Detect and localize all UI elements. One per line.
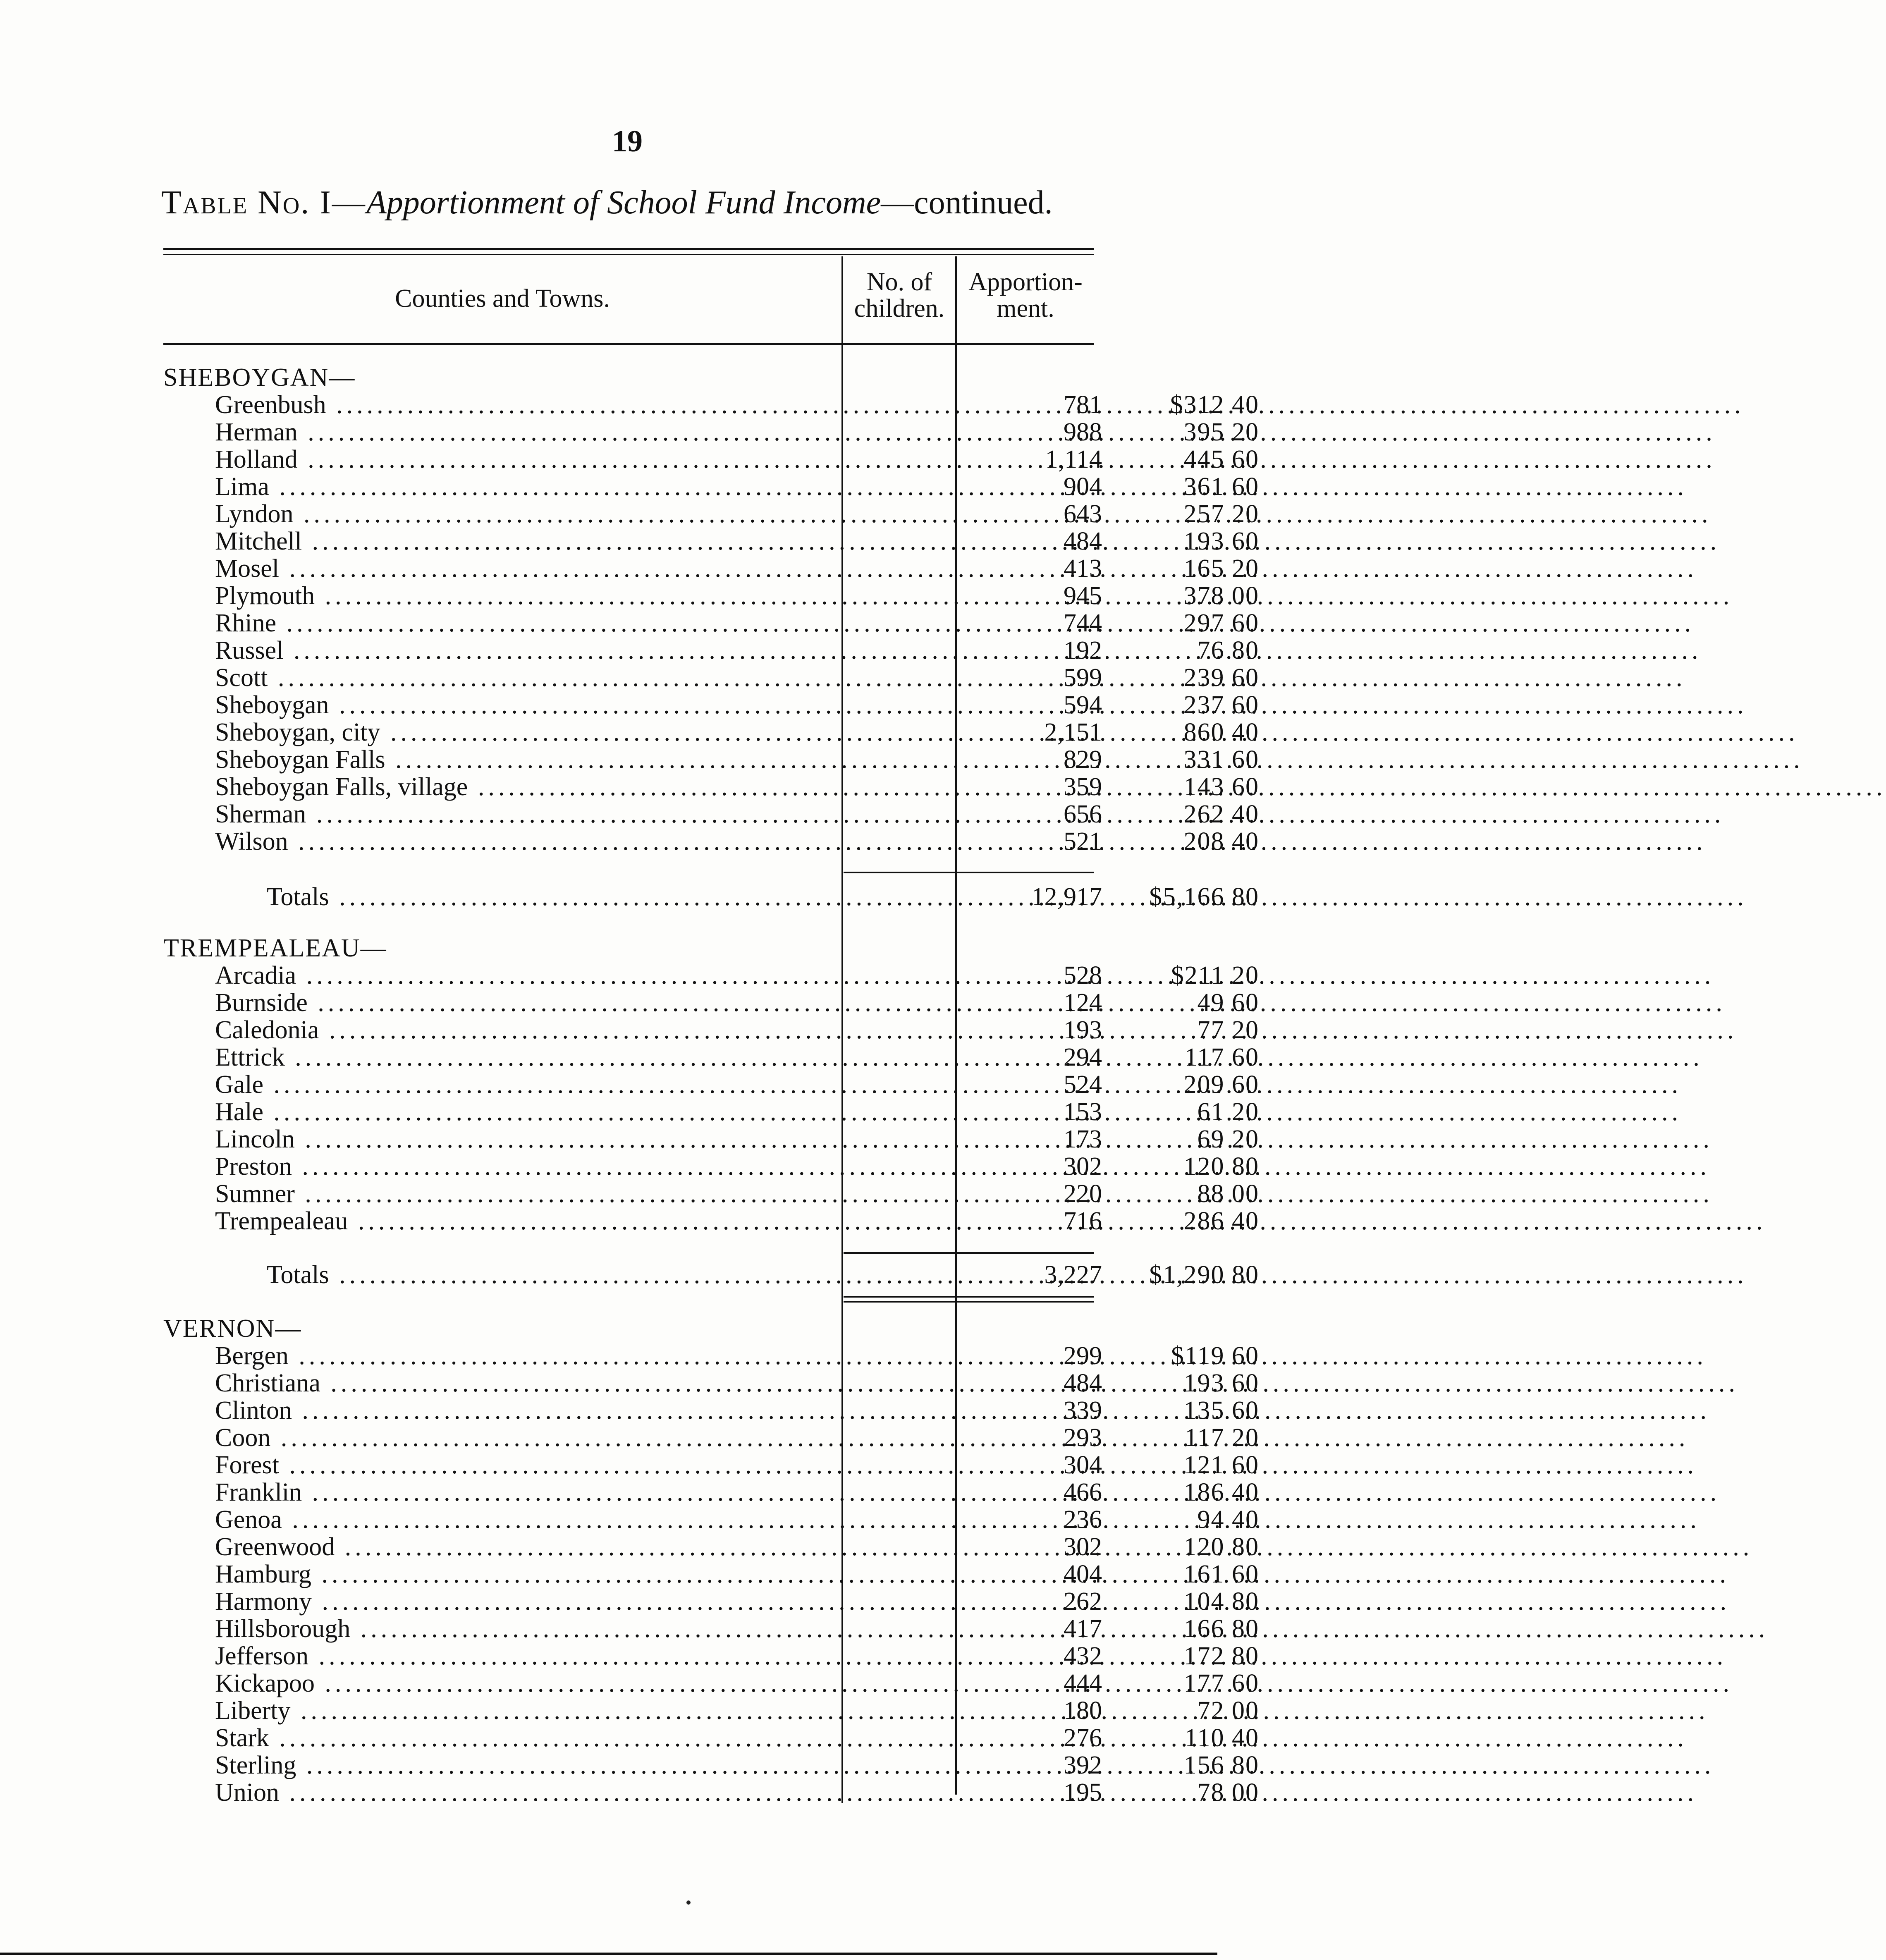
apportionment-amount: 172 80 xyxy=(1183,1642,1259,1670)
apportionment-amount: 94 40 xyxy=(1197,1506,1259,1534)
town-name: Herman ..... xyxy=(215,418,999,446)
table-row xyxy=(163,1098,1259,1126)
apportionment-amount: 121 60 xyxy=(1183,1451,1259,1479)
children-count: 220 xyxy=(1064,1180,1102,1208)
children-count: 716 xyxy=(1064,1207,1102,1235)
totals-children: 3,227 xyxy=(1044,1261,1102,1289)
apportionment-amount: 88 00 xyxy=(1197,1180,1259,1208)
totals-double-rule xyxy=(844,1296,1094,1298)
children-count: 643 xyxy=(1064,500,1102,528)
apportionment-amount: 143 60 xyxy=(1183,773,1259,801)
table-row xyxy=(163,609,1259,637)
totals-children: 12,917 xyxy=(1031,883,1102,911)
apportionment-amount: 117 20 xyxy=(1184,1424,1259,1452)
children-count: 744 xyxy=(1064,609,1102,637)
children-count: 432 xyxy=(1064,1642,1102,1670)
children-count: 180 xyxy=(1064,1697,1102,1725)
speck-mark xyxy=(686,1900,691,1905)
children-count: 484 xyxy=(1064,527,1102,555)
totals-amount: $5,166 80 xyxy=(1149,883,1259,911)
totals-row xyxy=(163,1261,1259,1289)
town-name: Union ..... xyxy=(215,1779,999,1806)
children-count: 294 xyxy=(1064,1043,1102,1071)
table-row xyxy=(163,1016,1259,1044)
apportionment-amount: 78 00 xyxy=(1197,1778,1259,1807)
apportionment-amount: 286 40 xyxy=(1183,1207,1259,1235)
town-name: Jefferson ..... xyxy=(215,1642,999,1670)
children-count: 304 xyxy=(1064,1451,1102,1479)
apportionment-amount: 161 60 xyxy=(1183,1560,1259,1588)
children-count: 299 xyxy=(1064,1342,1102,1370)
county-section-trempealeau xyxy=(163,934,1259,1323)
table-row xyxy=(163,827,1259,856)
totals-double-rule-2 xyxy=(844,1301,1094,1303)
children-count: 524 xyxy=(1064,1071,1102,1099)
table-row xyxy=(163,555,1259,583)
apportionment-amount: 120 80 xyxy=(1183,1152,1259,1181)
table-row xyxy=(163,1396,1259,1425)
children-count: 173 xyxy=(1064,1125,1102,1153)
town-name: Russel ..... xyxy=(215,637,999,664)
table-row xyxy=(163,582,1259,610)
table-title xyxy=(161,182,1096,223)
column-header-apportionment xyxy=(957,269,1094,322)
town-name: Hale ..... xyxy=(215,1098,999,1126)
town-name: Hamburg ..... xyxy=(215,1561,999,1588)
children-count: 945 xyxy=(1064,582,1102,610)
table-row xyxy=(163,1560,1259,1588)
column-header-apportionment-line1: Apportion- xyxy=(968,268,1083,296)
apportionment-amount: 135 60 xyxy=(1183,1396,1259,1425)
table-row xyxy=(163,1125,1259,1153)
children-count: 339 xyxy=(1064,1396,1102,1425)
table-row xyxy=(163,1071,1259,1099)
children-count: 988 xyxy=(1064,418,1102,446)
table-row xyxy=(163,1587,1259,1616)
apportionment-amount: $312 40 xyxy=(1170,391,1259,419)
table-row xyxy=(163,1697,1259,1725)
table-row xyxy=(163,473,1259,501)
apportionment-amount: 156 80 xyxy=(1183,1751,1259,1779)
table-row xyxy=(163,1642,1259,1670)
town-name: Lincoln ..... xyxy=(215,1126,999,1153)
column-header-apportionment-line2: ment. xyxy=(997,294,1054,323)
apportionment-amount: 331 60 xyxy=(1183,746,1259,774)
town-name: Hillsborough ..... xyxy=(215,1615,999,1642)
children-count: 1,114 xyxy=(1045,445,1102,473)
children-count: 781 xyxy=(1064,391,1102,419)
town-name: Liberty ..... xyxy=(215,1697,999,1724)
apportionment-amount: 445 60 xyxy=(1183,445,1259,473)
table-row xyxy=(163,961,1259,990)
apportionment-amount: $119 60 xyxy=(1171,1342,1259,1370)
children-count: 404 xyxy=(1064,1560,1102,1588)
town-name: Arcadia ..... xyxy=(215,962,999,989)
town-name: Christiana ..... xyxy=(215,1370,999,1397)
table-row xyxy=(163,1778,1259,1807)
children-count: 829 xyxy=(1064,746,1102,774)
apportionment-amount: 166 80 xyxy=(1183,1615,1259,1643)
children-count: 2,151 xyxy=(1044,718,1102,746)
town-name: Forest ..... xyxy=(215,1451,999,1479)
children-count: 124 xyxy=(1064,989,1102,1017)
table-row xyxy=(163,1424,1259,1452)
town-name: Wilson ..... xyxy=(215,828,999,855)
children-count: 413 xyxy=(1064,555,1102,583)
town-name: Greenwood ..... xyxy=(215,1533,999,1561)
apportionment-amount: 395 20 xyxy=(1183,418,1259,446)
table-row xyxy=(163,1369,1259,1397)
table-row xyxy=(163,636,1259,664)
table-row xyxy=(163,746,1259,774)
town-name: Mosel ..... xyxy=(215,555,999,582)
apportionment-amount: 177 60 xyxy=(1183,1669,1259,1697)
apportionment-amount: 297 60 xyxy=(1183,609,1259,637)
town-name: Lima ..... xyxy=(215,473,999,500)
town-name: Sheboygan Falls ..... xyxy=(215,746,999,773)
header-top-rule xyxy=(163,248,1094,250)
children-count: 417 xyxy=(1064,1615,1102,1643)
children-count: 193 xyxy=(1064,1016,1102,1044)
town-name: Sheboygan Falls, village ..... xyxy=(215,773,999,801)
children-count: 656 xyxy=(1064,800,1102,828)
apportionment-amount: 77 20 xyxy=(1197,1016,1259,1044)
table-row xyxy=(163,1043,1259,1071)
apportionment-amount: 257 20 xyxy=(1183,500,1259,528)
table-row xyxy=(163,1342,1259,1370)
column-header-children xyxy=(844,269,955,322)
table-row xyxy=(163,989,1259,1017)
apportionment-amount: $211 20 xyxy=(1171,961,1259,990)
apportionment-amount: 193 60 xyxy=(1183,527,1259,555)
apportionment-amount: 49 60 xyxy=(1197,989,1259,1017)
town-name: Preston ..... xyxy=(215,1153,999,1180)
table-row xyxy=(163,1724,1259,1752)
table-row xyxy=(163,418,1259,446)
town-name: Sheboygan ..... xyxy=(215,691,999,719)
children-count: 484 xyxy=(1064,1369,1102,1397)
town-name: Gale ..... xyxy=(215,1071,999,1098)
children-count: 153 xyxy=(1064,1098,1102,1126)
table-subject: Apportionment of School Fund Income xyxy=(366,184,881,221)
town-name: Rhine ..... xyxy=(215,610,999,637)
county-section-vernon xyxy=(163,1315,1259,1807)
totals-row xyxy=(163,883,1259,911)
table-title-suffix: —continued. xyxy=(881,184,1053,221)
children-count: 195 xyxy=(1064,1778,1102,1807)
town-name: Burnside ..... xyxy=(215,989,999,1016)
table-row xyxy=(163,1533,1259,1561)
children-count: 293 xyxy=(1064,1424,1102,1452)
header-bottom-rule xyxy=(163,343,1094,345)
children-count: 262 xyxy=(1064,1587,1102,1616)
table-row xyxy=(163,718,1259,746)
children-count: 392 xyxy=(1064,1751,1102,1779)
apportionment-amount: 76 80 xyxy=(1197,636,1259,664)
children-count: 528 xyxy=(1064,961,1102,990)
town-name: Sherman ..... xyxy=(215,801,999,828)
town-name: Bergen ..... xyxy=(215,1342,999,1370)
table-row xyxy=(163,1451,1259,1479)
table-row xyxy=(163,1478,1259,1506)
apportionment-amount: 193 60 xyxy=(1183,1369,1259,1397)
county-heading: VERNON— xyxy=(163,1315,302,1343)
apportionment-amount: 165 20 xyxy=(1183,555,1259,583)
town-name: Greenbush ..... xyxy=(215,391,999,418)
town-name: Caledonia ..... xyxy=(215,1016,999,1044)
children-count: 599 xyxy=(1064,664,1102,692)
totals-amount: $1,290 80 xyxy=(1149,1261,1259,1289)
children-count: 359 xyxy=(1064,773,1102,801)
town-name: Genoa ..... xyxy=(215,1506,999,1533)
apportionment-amount: 361 60 xyxy=(1183,473,1259,501)
apportionment-amount: 208 40 xyxy=(1183,827,1259,856)
town-name: Clinton ..... xyxy=(215,1397,999,1424)
children-count: 904 xyxy=(1064,473,1102,501)
apportionment-amount: 239 60 xyxy=(1183,664,1259,692)
town-name: Holland ..... xyxy=(215,446,999,473)
totals-label: Totals ..... xyxy=(267,1261,999,1288)
county-section-sheboygan xyxy=(163,363,1259,926)
table-row xyxy=(163,1506,1259,1534)
town-name: Sheboygan, city ..... xyxy=(215,719,999,746)
table-row xyxy=(163,1180,1259,1208)
town-name: Sumner ..... xyxy=(215,1180,999,1207)
page-bottom-edge xyxy=(0,1953,1217,1955)
children-count: 302 xyxy=(1064,1152,1102,1181)
header-top-rule-2 xyxy=(163,254,1094,255)
apportionment-amount: 61 20 xyxy=(1197,1098,1259,1126)
town-name: Ettrick ..... xyxy=(215,1044,999,1071)
table-row xyxy=(163,527,1259,555)
children-count: 192 xyxy=(1064,636,1102,664)
totals-rule xyxy=(844,872,1094,873)
town-name: Plymouth ..... xyxy=(215,582,999,610)
apportionment-amount: 120 80 xyxy=(1183,1533,1259,1561)
children-count: 444 xyxy=(1064,1669,1102,1697)
table-row xyxy=(163,773,1259,801)
table-row xyxy=(163,445,1259,473)
town-name: Trempealeau ..... xyxy=(215,1207,999,1235)
table-row xyxy=(163,1207,1259,1235)
column-header-counties: Counties and Towns. xyxy=(395,284,610,313)
table-row xyxy=(163,1751,1259,1779)
apportionment-amount: 378 00 xyxy=(1183,582,1259,610)
town-name: Lyndon ..... xyxy=(215,500,999,528)
county-heading: SHEBOYGAN— xyxy=(163,363,356,392)
totals-rule xyxy=(844,1252,1094,1254)
page-number: 19 xyxy=(612,124,643,158)
table-row xyxy=(163,1669,1259,1697)
apportionment-amount: 72 00 xyxy=(1197,1697,1259,1725)
column-header-children-line1: No. of xyxy=(866,268,932,296)
table-row xyxy=(163,1152,1259,1181)
table-row xyxy=(163,500,1259,528)
apportionment-amount: 237 60 xyxy=(1183,691,1259,719)
children-count: 276 xyxy=(1064,1724,1102,1752)
apportionment-amount: 209 60 xyxy=(1183,1071,1259,1099)
children-count: 302 xyxy=(1064,1533,1102,1561)
town-name: Franklin ..... xyxy=(215,1479,999,1506)
table-row xyxy=(163,691,1259,719)
children-count: 236 xyxy=(1064,1506,1102,1534)
apportionment-amount: 186 40 xyxy=(1183,1478,1259,1506)
table-row xyxy=(163,664,1259,692)
table-row xyxy=(163,800,1259,828)
town-name: Mitchell ..... xyxy=(215,528,999,555)
apportionment-amount: 860 40 xyxy=(1183,718,1259,746)
town-name: Scott ..... xyxy=(215,664,999,691)
town-name: Kickapoo ..... xyxy=(215,1670,999,1697)
apportionment-amount: 262 40 xyxy=(1183,800,1259,828)
town-name: Sterling ..... xyxy=(215,1752,999,1779)
apportionment-amount: 117 60 xyxy=(1184,1043,1259,1071)
children-count: 594 xyxy=(1064,691,1102,719)
town-name: Stark ..... xyxy=(215,1724,999,1752)
column-header-children-line2: children. xyxy=(854,294,945,323)
table-row xyxy=(163,1615,1259,1643)
apportionment-amount: 110 40 xyxy=(1184,1724,1259,1752)
table-row xyxy=(163,391,1259,419)
totals-label: Totals ..... xyxy=(267,883,999,911)
town-name: Harmony ..... xyxy=(215,1588,999,1615)
children-count: 521 xyxy=(1064,827,1102,856)
table-label: Table No. I— xyxy=(161,184,366,221)
town-name: Coon ..... xyxy=(215,1424,999,1451)
apportionment-amount: 104 80 xyxy=(1183,1587,1259,1616)
children-count: 466 xyxy=(1064,1478,1102,1506)
apportionment-amount: 69 20 xyxy=(1197,1125,1259,1153)
county-heading: TREMPEALEAU— xyxy=(163,934,387,962)
